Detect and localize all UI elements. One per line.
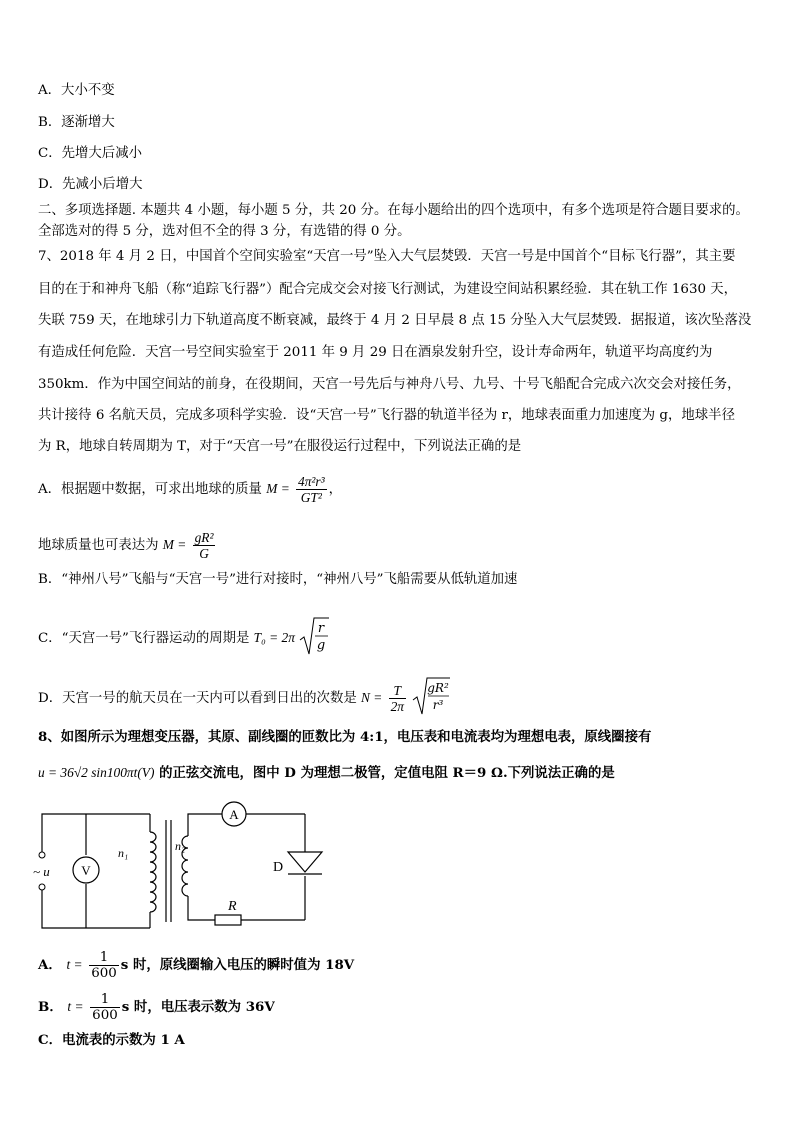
q7-option-d-text: D．天宫一号的航天员在一天内可以看到日出的次数是 (38, 691, 357, 706)
transformer-circuit-diagram (30, 800, 340, 940)
mass-alt-fraction (193, 530, 216, 561)
option-c-prev: C．先增大后减小 (38, 146, 142, 161)
ac-voltage-formula: u = 36√2 sin100πt(V) (38, 765, 155, 780)
section-heading-line1: 二、多项选择题. 本题共 4 小题，每小题 5 分，共 20 分。在每小题给出的四个选项中，有多个选项是符合题目要求的。 (38, 203, 749, 218)
sunrise-num: T (389, 683, 406, 699)
period-den: g (317, 638, 326, 653)
q7-line: 有造成任何危险．天宫一号空间实验室于 2011 年 9 月 29 日在酒泉发射升空，设计寿命两年，轨道平均高度约为 (38, 345, 713, 360)
q7-option-c (38, 616, 329, 661)
source-terminal-icon (39, 852, 45, 858)
mass-alt-denominator: G (199, 546, 209, 561)
sqrt-icon (412, 676, 450, 721)
q8-option-a-label: A． (38, 957, 62, 973)
option-b-prev: B．逐渐增大 (38, 115, 115, 130)
mass-fraction (296, 474, 327, 505)
sunrise-den: 2π (390, 699, 404, 714)
q7-line: 为 R，地球自转周期为 T，对于“天宫一号”在服役运行过程中，下列说法正确的是 (38, 439, 522, 454)
q8-line1: 8、如图所示为理想变压器，其原、副线圈的匝数比为 4:1，电压表和电流表均为理想电表，原线圈接有 (38, 729, 652, 745)
q8-option-b-label: B． (38, 999, 63, 1015)
q7-option-a-lhs: M = (266, 481, 290, 496)
q7-line: 失联 759 天，在地球引力下轨道高度不断衰减，最终于 4 月 2 日早晨 8 点 15 分坠入大气层焚毁．据报道，该次坠落没 (38, 313, 752, 328)
diode-label: D (273, 860, 284, 875)
q8-option-b-tail: s 时，电压表示数为 36V (121, 999, 275, 1015)
time-fraction (89, 950, 119, 981)
time-den: 600 (91, 966, 117, 981)
q8-line2-text: 的正弦交流电，图中 D 为理想二极管，定值电阻 R＝9 Ω.下列说法正确的是 (154, 765, 615, 781)
source-terminal-icon (39, 884, 45, 890)
q8-option-a-tail: s 时，原线圈输入电压的瞬时值为 18V (120, 957, 355, 973)
q8-option-a (38, 950, 354, 981)
option-a-prev: A．大小不变 (38, 83, 115, 98)
q7-option-a-alt-text: 地球质量也可表达为 (38, 538, 159, 553)
time-lhs: t = (66, 957, 83, 972)
q8-option-c: C．电流表的示数为 1 A (38, 1032, 185, 1048)
q7-line: 7、2018 年 4 月 2 日，中国首个空间实验室“天宫一号”坠入大气层焚毁．天宫一号是中国首个“目标飞行器”，其主要 (38, 249, 736, 264)
q7-option-a-tail: ， (328, 482, 343, 497)
voltmeter-label: V (81, 863, 91, 878)
q7-line: 共计接待 6 名航天员，完成多项科学实验．设“天宫一号”飞行器的轨道半径为 r，地球表面重力加速度为 g，地球半径 (38, 408, 735, 423)
q7-option-c-text: C．“天宫一号”飞行器运动的周期是 (38, 631, 250, 646)
time-num: 1 (89, 950, 119, 966)
time-lhs: t = (67, 999, 84, 1014)
sunrise-sqrt-den: r³ (432, 698, 444, 712)
sunrise-lhs: N = (360, 690, 383, 705)
q7-option-d (38, 676, 450, 721)
mass-denominator: GT² (300, 490, 322, 505)
ammeter-label: A (229, 807, 239, 822)
n1-label: n₁ (118, 846, 129, 860)
sunrise-fraction (389, 683, 406, 714)
source-label: ~ u (33, 864, 50, 879)
option-d-prev: D．先减小后增大 (38, 177, 143, 192)
sunrise-sqrt-num: gR² (427, 681, 450, 695)
section-heading-line2: 全部选对的得 5 分，选对但不全的得 3 分，有选错的得 0 分。 (38, 224, 411, 239)
n2-label: n₂ (175, 839, 186, 853)
q7-option-a-alt-lhs: M = (162, 537, 187, 552)
time-num: 1 (90, 992, 120, 1008)
q8-option-b (38, 992, 275, 1023)
period-formula: T₀ = 2π (253, 630, 295, 645)
mass-numerator: 4π²r³ (298, 474, 325, 489)
sqrt-icon (299, 616, 329, 661)
time-den: 600 (92, 1008, 118, 1023)
q7-line: 目的在于和神舟飞船（称“追踪飞行器”）配合完成交会对接飞行测试，为建设空间站积累经验．其在轨工作 1630 天， (38, 282, 738, 297)
q7-option-a-text: A．根据题中数据，可求出地球的质量 (38, 482, 262, 497)
period-num: r (318, 621, 325, 636)
q8-line2 (38, 765, 615, 781)
q7-option-b: B．“神州八号”飞船与“天宫一号”进行对接时，“神州八号”飞船需要从低轨道加速 (38, 572, 518, 587)
q7-option-a-alt (38, 530, 217, 561)
q7-option-a (38, 474, 342, 505)
resistor-label: R (228, 899, 237, 914)
time-fraction (90, 992, 120, 1023)
mass-alt-numerator: gR² (194, 530, 214, 545)
q7-line: 350km．作为中国空间站的前身，在役期间，天宫一号先后与神舟八号、九号、十号飞船配合完成六次交会对接任务， (38, 377, 741, 392)
